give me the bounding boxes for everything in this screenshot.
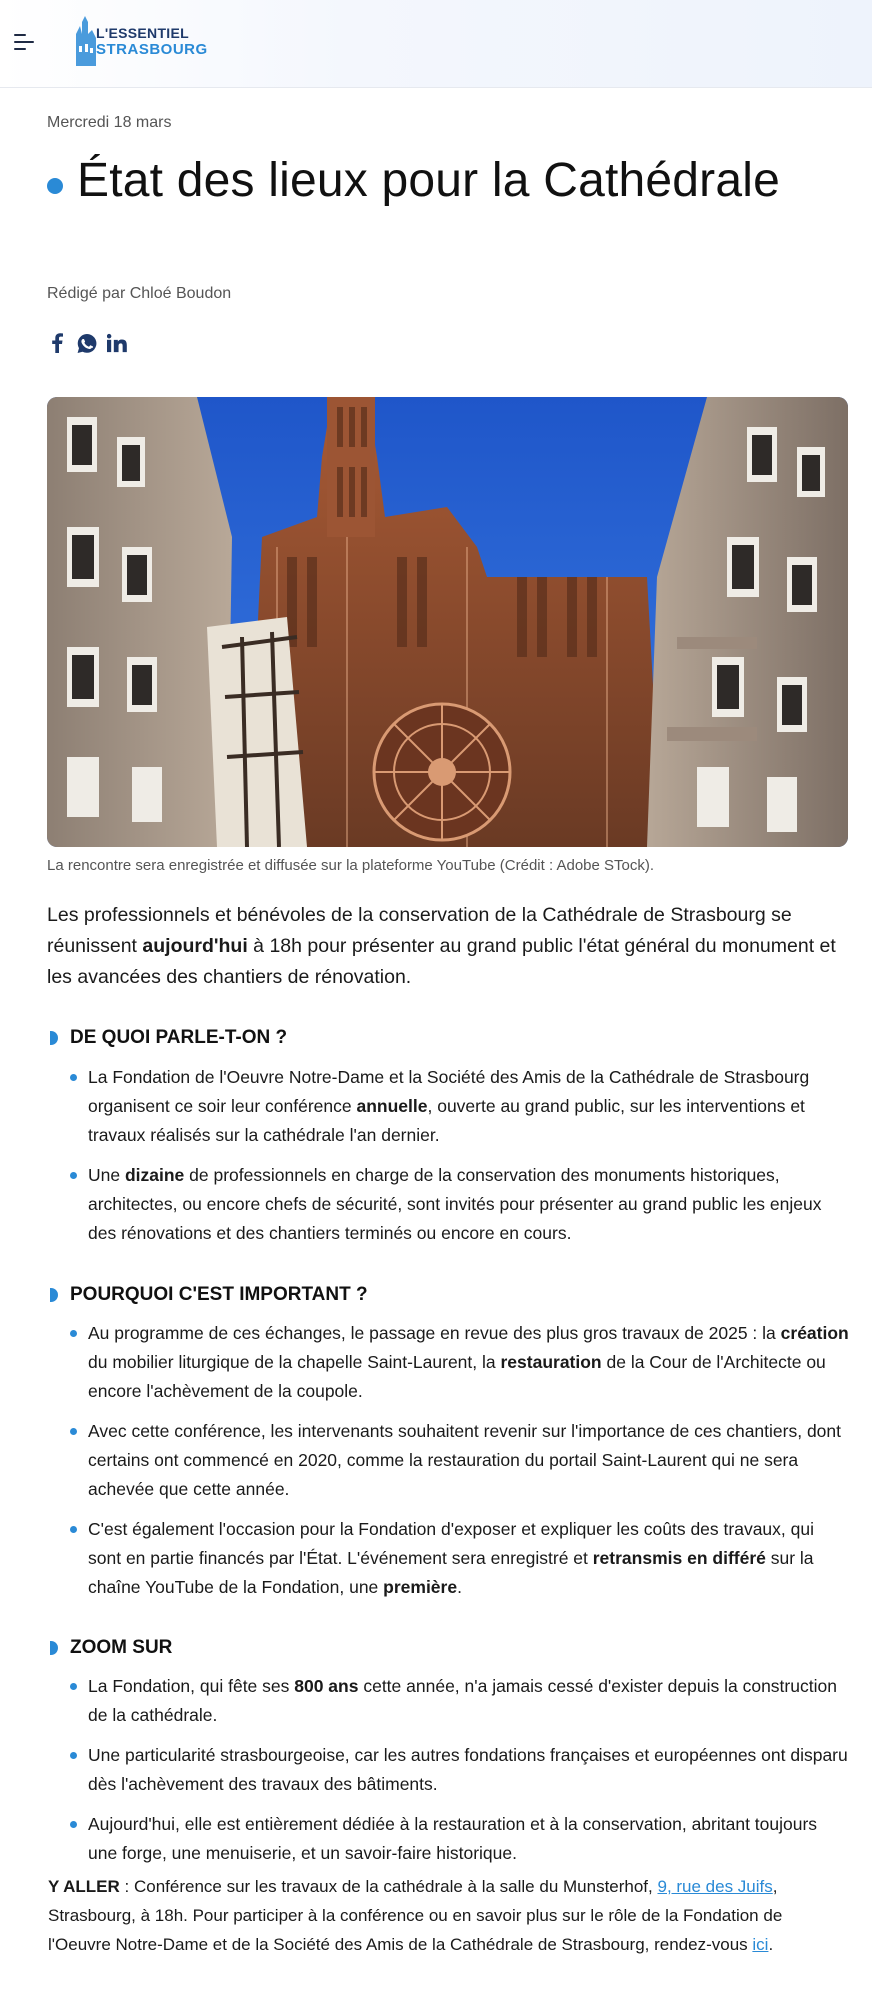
bullet-text: , ouverte au grand public, sur les interventions et travaux réalisés sur la cathédrale l'an dernier. [88,1096,805,1145]
section-2-list [70,1319,850,1613]
site-header [0,0,872,88]
section-title-3 [50,1637,172,1659]
list-item [70,1417,850,1504]
info-paragraph [48,1872,808,1959]
section-title-2 [50,1284,368,1306]
section-marker-icon [50,1641,58,1655]
facebook-icon[interactable] [47,332,67,354]
bullet-bold: annuelle [356,1096,428,1116]
list-item [70,1161,850,1248]
image-caption: La rencontre sera enregistrée et diffusée sur la plateforme YouTube (Crédit : Adobe STock). [47,857,655,874]
bullet-text: Une [88,1165,125,1185]
bullet-bold: première [383,1577,458,1597]
logo-line-2: STRASBOURG [96,40,208,58]
site-logo[interactable] [70,16,208,66]
bullet-text: Au programme de ces échanges, le passage en revue des plus gros travaux de 2025 : la [88,1323,781,1343]
bullet-text: sur la chaîne YouTube de la Fondation, une [88,1548,814,1597]
section-title-text: POURQUOI C'EST IMPORTANT ? [70,1284,368,1305]
lead-text-1: Les professionnels et bénévoles de la conservation de la Cathédrale de Strasbourg se réunissent [47,904,792,957]
list-item [70,1810,850,1868]
list-item [70,1319,850,1406]
bullet-bold: restauration [500,1352,602,1372]
more-info-link[interactable]: ici [752,1935,769,1954]
bullet-text: du mobilier liturgique de la chapelle Saint-Laurent, la [88,1352,501,1372]
bullet-text: C'est également l'occasion pour la Fondation d'exposer et expliquer les coûts des travaux, qui sont en partie financés par l'État. L'événement sera enregistré et [88,1519,814,1568]
title-bullet-icon [47,178,63,194]
list-item [70,1672,850,1730]
bullet-text: Aujourd'hui, elle est entièrement dédiée à la restauration et à la conservation, abritant toujours une forge, une menuiserie, et un savoir-faire historique. [88,1814,818,1863]
section-marker-icon [50,1288,58,1302]
info-label: Y ALLER [48,1877,120,1896]
bullet-text: La Fondation de l'Oeuvre Notre-Dame et la Société des Amis de la Cathédrale de Strasbourg organisent ce soir leur conférence [88,1067,810,1116]
section-title-text: ZOOM SUR [70,1637,173,1658]
bullet-text: de professionnels en charge de la conservation des monuments historiques, architectes, ou encore chefs de sécurité, sont invités pour présenter au grand public les enjeux des rénovations et des chantiers terminés ou encore en cours. [88,1165,822,1243]
list-item [70,1741,850,1799]
bullet-text: La Fondation, qui fête ses [88,1676,295,1696]
logo-line-1: L'ESSENTIEL [96,24,189,41]
bullet-bold: 800 ans [294,1676,359,1696]
lead-text-2: à 18h pour présenter au grand public l'état général du monument et les avancées des chantiers de rénovation. [47,935,836,988]
bullet-text: cette année, n'a jamais cessé d'exister depuis la construction de la cathédrale. [88,1676,837,1725]
address-link[interactable]: 9, rue des Juifs [657,1877,773,1896]
section-1-list [70,1063,850,1259]
bullet-text: . [457,1577,462,1597]
byline: Rédigé par Chloé Boudon [47,285,232,302]
lead-paragraph [47,900,847,993]
info-text: : Conférence sur les travaux de la cathédrale à la salle du Munsterhof, [119,1877,658,1896]
section-title-1 [50,1027,287,1049]
section-3-list [70,1672,850,1879]
article-date: Mercredi 18 mars [47,114,172,131]
whatsapp-icon[interactable] [77,332,97,354]
bullet-bold: retransmis en différé [592,1548,766,1568]
page-title: État des lieux pour la Cathédrale [77,154,781,207]
bullet-text: Avec cette conférence, les intervenants souhaitent revenir sur l'importance de ces chantiers, dont certains ont commencé en 2020, comme la restauration du portail Saint-Laurent qui ne sera achevée que cette année. [88,1421,842,1499]
bullet-text: de la Cour de l'Architecte ou encore l'achèvement de la coupole. [88,1352,826,1401]
share-bar [47,332,127,354]
menu-icon[interactable] [14,34,36,52]
title-block [47,152,807,210]
bullet-text: Une particularité strasbourgeoise, car les autres fondations françaises et européennes ont disparu dès l'achèvement des travaux des bâtiments. [88,1745,848,1794]
bullet-bold: création [780,1323,849,1343]
info-text: , Strasbourg, à 18h. Pour participer à la conférence ou en savoir plus sur le rôle de la Fondation de l'Oeuvre Notre-Dame et de la Société des Amis de la Cathédrale de Strasbourg, rendez-vous [48,1877,783,1954]
info-text: . [768,1935,774,1954]
list-item [70,1515,850,1602]
lead-bold: aujourd'hui [142,935,248,957]
cathedral-illustration [47,397,848,847]
list-item [70,1063,850,1150]
linkedin-icon[interactable] [107,332,127,354]
hero-image [47,397,848,847]
section-title-text: DE QUOI PARLE-T-ON ? [70,1027,288,1048]
bullet-bold: dizaine [124,1165,185,1185]
section-marker-icon [50,1031,58,1045]
